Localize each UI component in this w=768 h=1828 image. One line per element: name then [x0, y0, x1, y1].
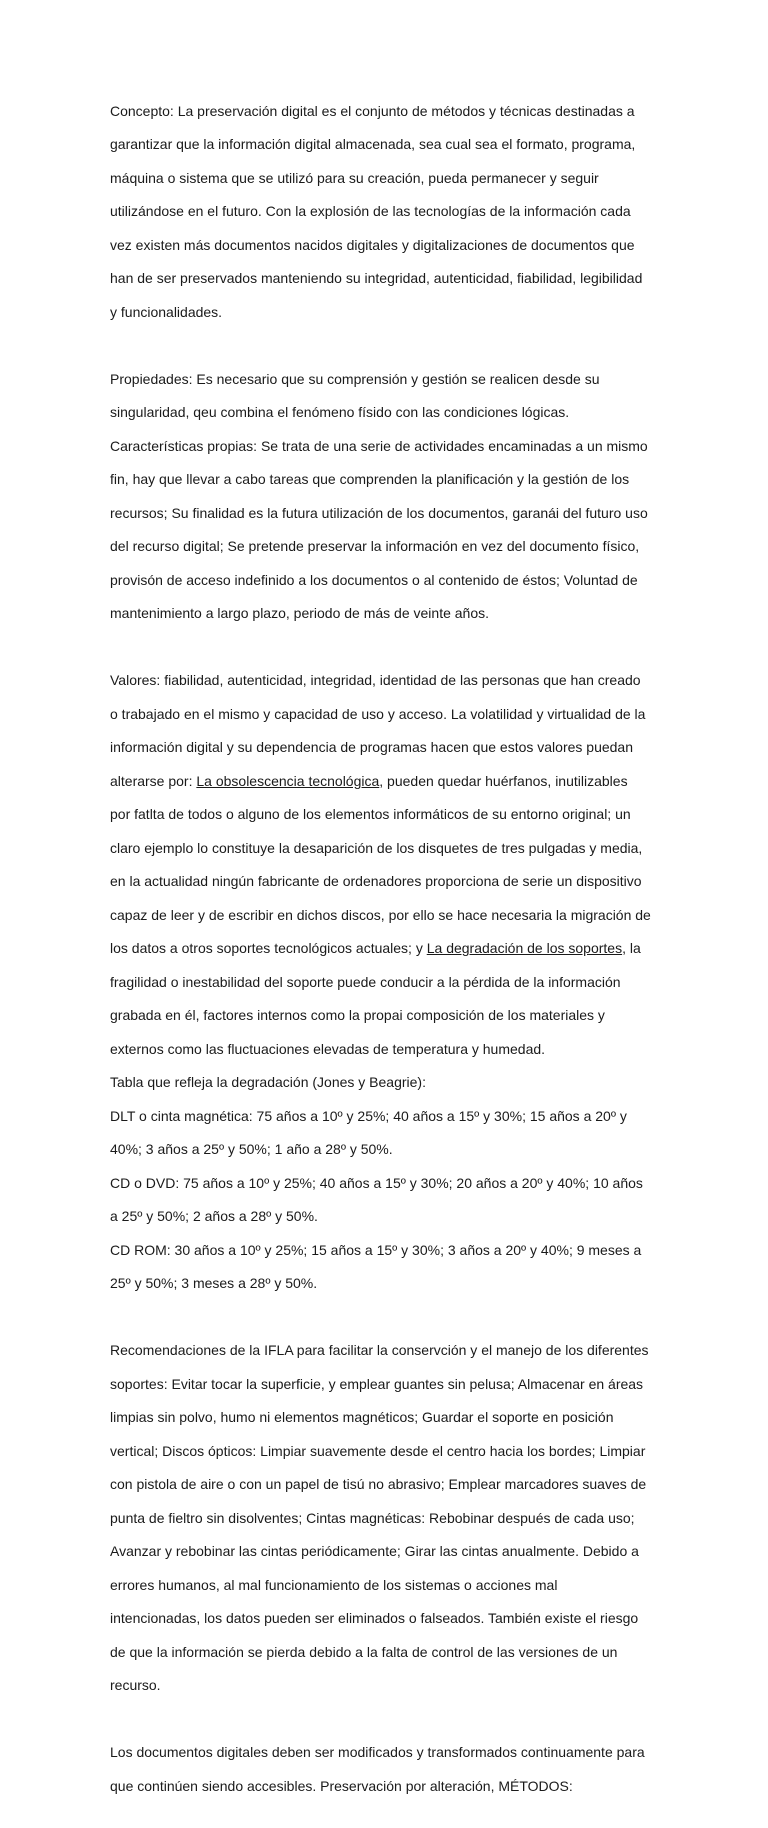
text-line: soportes: Evitar tocar la superficie, y emplear guantes sin pelusa; Almacenar en áreas: [110, 1375, 644, 1392]
text-line: fragilidad o inestabilidad del soporte puede conducir a la pérdida de la información: [110, 973, 621, 990]
text-line: por fatlta de todos o alguno de los elementos informáticos de su entorno original; un: [110, 806, 631, 823]
link-degradacion-soportes[interactable]: La degradación de los soportes: [426, 940, 623, 957]
text-line: externos como las fluctuaciones elevadas de temperatura y humedad.: [110, 1040, 546, 1057]
text-segment: , pueden quedar huérfanos, inutilizables: [379, 772, 628, 789]
text-line: grabada en él, factores internos como la propai composición de los materiales y: [110, 1007, 605, 1024]
text-line: singularidad, qeu combina el fenómeno físido con las condiciones lógicas.: [110, 404, 570, 421]
text-line: punta de fieltro sin disolventes; Cintas magnéticas: Rebobinar después de cada uso;: [110, 1509, 635, 1526]
text-line: 40%; 3 años a 25º y 50%; 1 año a 28º y 50%.: [110, 1141, 393, 1158]
text-line: capaz de leer y de escribir en dichos discos, por ello se hace necesaria la migración de: [110, 906, 651, 923]
text-line: DLT o cinta magnética: 75 años a 10º y 25%; 40 años a 15º y 30%; 15 años a 20º y: [110, 1107, 627, 1124]
text-line: CD ROM: 30 años a 10º y 25%; 15 años a 15º y 30%; 3 años a 20º y 40%; 9 meses a: [110, 1241, 642, 1258]
text-line: han de ser preservados manteniendo su integridad, autenticidad, fiabilidad, legibilidad: [110, 270, 643, 287]
text-line: errores humanos, al mal funcionamiento de los sistemas o acciones mal: [110, 1576, 558, 1593]
text-line: recursos; Su finalidad es la futura utilización de los documentos, garanái del futuro uso: [110, 504, 648, 521]
text-line: mantenimiento a largo plazo, periodo de más de veinte años.: [110, 605, 490, 622]
text-line: Valores: fiabilidad, autenticidad, integridad, identidad de las personas que han creado: [110, 672, 641, 689]
paragraph-valores: [110, 656, 658, 1309]
text-line: Propiedades: Es necesario que su comprensión y gestión se realicen desde su: [110, 370, 600, 387]
text-line: a 25º y 50%; 2 años a 28º y 50%.: [110, 1208, 318, 1225]
document-page: [110, 86, 658, 1828]
text-line: en la actualidad ningún fabricante de ordenadores proporciona de serie un dispositivo: [110, 873, 642, 890]
paragraph-final: [110, 1728, 658, 1812]
text-line: Recomendaciones de la IFLA para facilitar la conservción y el manejo de los diferentes: [110, 1342, 649, 1359]
text-segment: , la: [622, 940, 641, 957]
text-line: Los documentos digitales deben ser modificados y transformados continuamente para: [110, 1744, 645, 1761]
text-line: del recurso digital; Se pretende preservar la información en vez del documento físico,: [110, 538, 640, 555]
paragraph-propiedades: [110, 354, 658, 639]
link-obsolescencia-tecnologica[interactable]: La obsolescencia tecnológica: [196, 772, 380, 789]
text-line: y funcionalidades.: [110, 303, 223, 320]
text-line: que continúen siendo accesibles. Preservación por alteración, MÉTODOS:: [110, 1777, 573, 1794]
text-line: Tabla que refleja la degradación (Jones y Beagrie):: [110, 1074, 426, 1091]
text-line: 25º y 50%; 3 meses a 28º y 50%.: [110, 1275, 318, 1292]
text-segment: alterarse por:: [110, 772, 197, 789]
text-line: máquina o sistema que se utilizó para su creación, pueda permanecer y seguir: [110, 169, 599, 186]
text-segment: los datos a otros soportes tecnológicos actuales; y: [110, 940, 427, 957]
text-line: intencionadas, los datos pueden ser eliminados o falseados. También existe el riesgo: [110, 1610, 639, 1627]
text-line: provisón de acceso indefinido a los documentos o al contenido de éstos; Voluntad de: [110, 571, 638, 588]
paragraph-recomendaciones: [110, 1326, 658, 1711]
text-line: vez existen más documentos nacidos digitales y digitalizaciones de documentos que: [110, 236, 635, 253]
text-line: claro ejemplo lo constituye la desaparición de los disquetes de tres pulgadas y media,: [110, 839, 643, 856]
text-line: vertical; Discos ópticos: Limpiar suavemente desde el centro hacia los bordes; Limpiar: [110, 1442, 646, 1459]
paragraph-concepto: [110, 86, 658, 337]
text-line: CD o DVD: 75 años a 10º y 25%; 40 años a 15º y 30%; 20 años a 20º y 40%; 10 años: [110, 1174, 643, 1191]
text-line: [110, 773, 658, 790]
text-line: fin, hay que llevar a cabo tareas que comprenden la planificación y la gestión de los: [110, 471, 630, 488]
text-line: con pistola de aire o con un papel de tisú no abrasivo; Emplear marcadores suaves de: [110, 1476, 647, 1493]
text-line: o trabajado en el mismo y capacidad de uso y acceso. La volatilidad y virtualidad de la: [110, 705, 646, 722]
text-line: [110, 940, 658, 957]
text-line: información digital y su dependencia de programas hacen que estos valores puedan: [110, 739, 634, 756]
text-line: utilizándose en el futuro. Con la explosión de las tecnologías de la información cada: [110, 203, 631, 220]
text-line: limpias sin polvo, humo ni elementos magnéticos; Guardar el soporte en posición: [110, 1409, 614, 1426]
text-line: de que la información se pierda debido a la falta de control de las versiones de un: [110, 1643, 618, 1660]
text-line: Concepto: La preservación digital es el conjunto de métodos y técnicas destinadas a: [110, 102, 635, 119]
text-line: Avanzar y rebobinar las cintas periódicamente; Girar las cintas anualmente. Debido a: [110, 1543, 639, 1560]
text-line: recurso.: [110, 1677, 161, 1694]
text-line: garantizar que la información digital almacenada, sea cual sea el formato, programa,: [110, 136, 636, 153]
text-line: Características propias: Se trata de una serie de actividades encaminadas a un mismo: [110, 437, 648, 454]
